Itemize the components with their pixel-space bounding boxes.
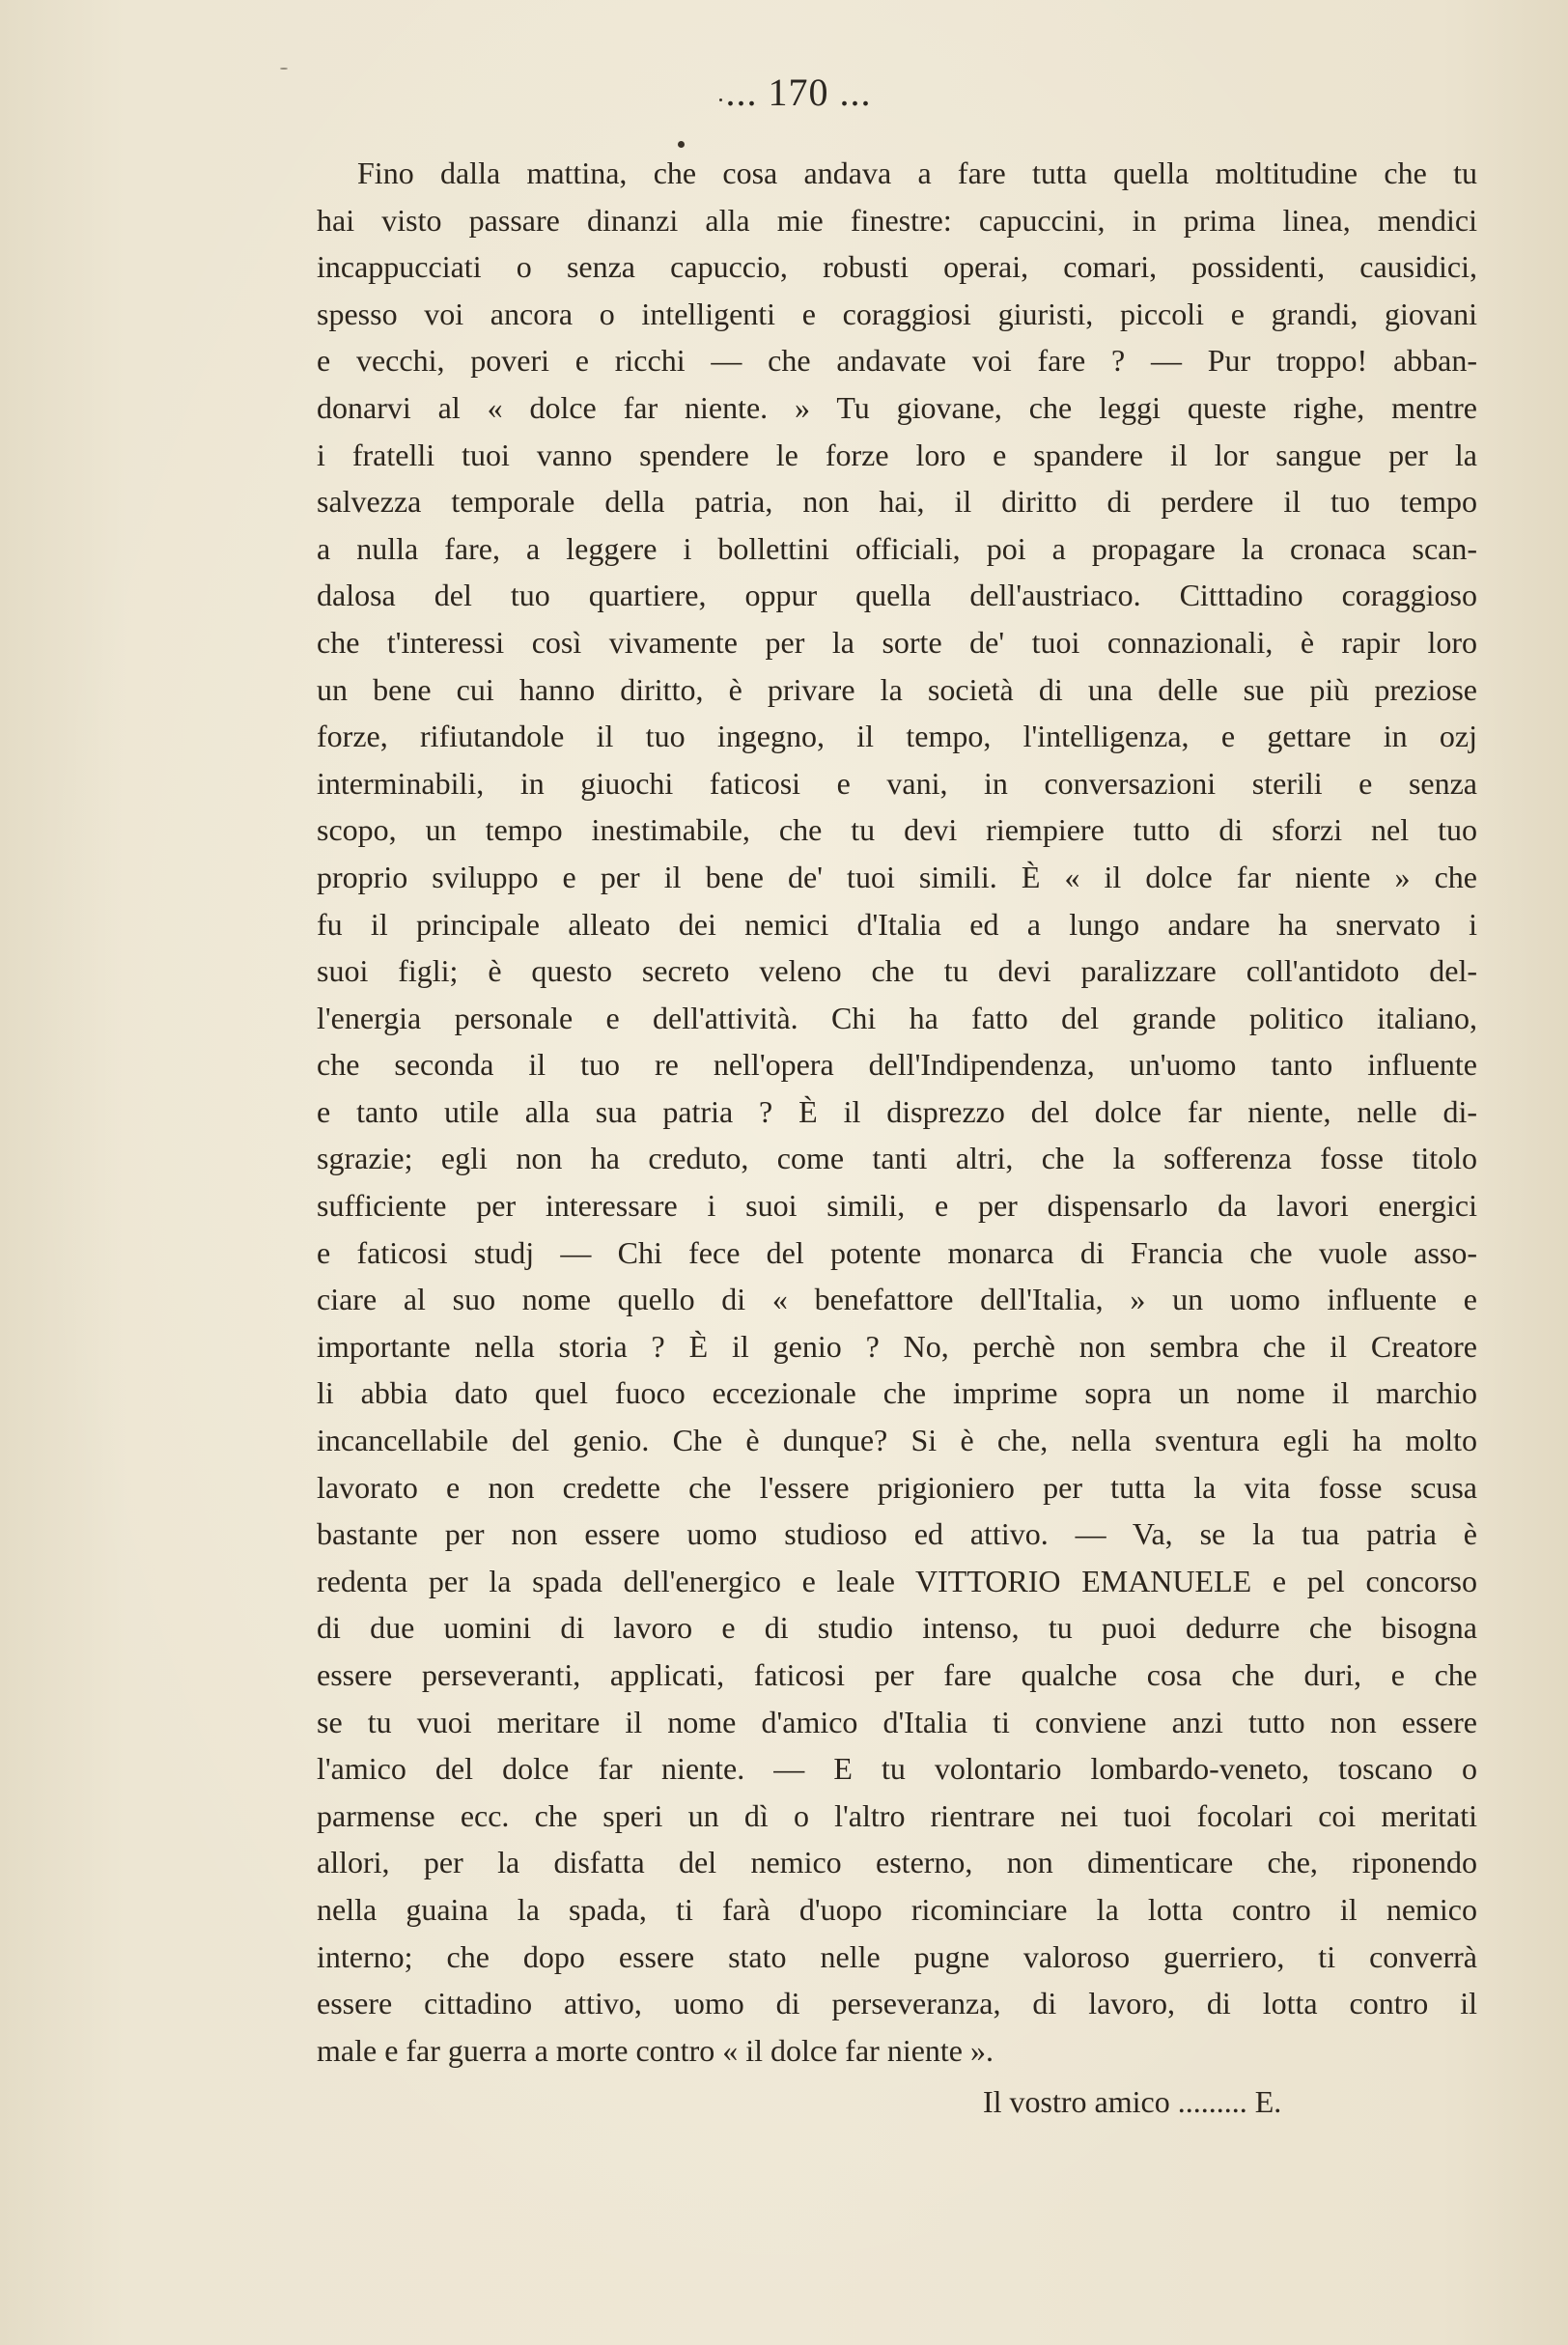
text-line: salvezza temporale della patria, non hai, il diritto di perdere il tuo tempo <box>317 484 1477 520</box>
text-line: parmense ecc. che speri un dì o l'altro rientrare nei tuoi focolari coi meritati <box>317 1797 1477 1833</box>
text-line: spesso voi ancora o intelligenti e coraggiosi giuristi, piccoli e grandi, giovani <box>317 296 1477 331</box>
text-line: essere perseveranti, applicati, faticosi per fare qualche cosa che duri, e che <box>317 1657 1477 1692</box>
text-line: i fratelli tuoi vanno spendere le forze loro e spandere il lor sangue per la <box>317 437 1477 472</box>
text-line: a nulla fare, a leggere i bollettini officiali, poi a propagare la cronaca scan- <box>317 530 1477 566</box>
text-line: proprio sviluppo e per il bene de' tuoi simili. È « il dolce far niente » che <box>317 859 1477 894</box>
text-line: hai visto passare dinanzi alla mie finestre: capuccini, in prima linea, mendici <box>317 202 1477 238</box>
text-line: e tanto utile alla sua patria ? È il disprezzo del dolce far niente, nelle di- <box>317 1093 1477 1129</box>
text-line: di due uomini di lavoro e di studio intenso, tu puoi dedurre che bisogna <box>317 1610 1477 1646</box>
text-line: un bene cui hanno diritto, è privare la società di una delle sue più preziose <box>317 671 1477 707</box>
text-line: sgrazie; egli non ha creduto, come tanti altri, che la sofferenza fosse titolo <box>317 1141 1477 1176</box>
text-line: l'amico del dolce far niente. — E tu volontario lombardo-veneto, toscano o <box>317 1751 1477 1787</box>
text-line: allori, per la disfatta del nemico esterno, non dimenticare che, riponendo <box>317 1845 1477 1880</box>
signature-line: Il vostro amico ......... E. <box>983 2084 1282 2119</box>
text-line: l'energia personale e dell'attività. Chi ha fatto del grande politico italiano, <box>317 1000 1477 1035</box>
text-line: interno; che dopo essere stato nelle pugne valoroso guerriero, ti converrà <box>317 1938 1477 1974</box>
text-line: importante nella storia ? È il genio ? No, perchè non sembra che il Creatore <box>317 1328 1477 1364</box>
text-line: ciare al suo nome quello di « benefattore dell'Italia, » un uomo influente e <box>317 1282 1477 1317</box>
text-line: lavorato e non credette che l'essere prigioniero per tutta la vita fosse scusa <box>317 1469 1477 1505</box>
text-line: sufficiente per interessare i suoi simili, e per dispensarlo da lavori energici <box>317 1188 1477 1224</box>
text-line: interminabili, in giuochi faticosi e vani, in conversazioni sterili e senza <box>317 765 1477 801</box>
ink-speck <box>280 68 288 70</box>
ink-speck <box>719 99 722 101</box>
text-line: nella guaina la spada, ti farà d'uopo ricominciare la lotta contro il nemico <box>317 1891 1477 1927</box>
ink-speck <box>678 141 685 148</box>
text-line: e faticosi studj — Chi fece del potente monarca di Francia che vuole asso- <box>317 1234 1477 1270</box>
text-line: fu il principale alleato dei nemici d'Italia ed a lungo andare ha snervato i <box>317 906 1477 942</box>
text-line: li abbia dato quel fuoco eccezionale che imprime sopra un nome il marchio <box>317 1375 1477 1411</box>
text-line: forze, rifiutandole il tuo ingegno, il tempo, l'intelligenza, e gettare in ozj <box>317 719 1477 754</box>
text-line: dalosa del tuo quartiere, oppur quella dell'austriaco. Citttadino coraggioso <box>317 578 1477 613</box>
text-line: suoi figli; è questo secreto veleno che tu devi paralizzare coll'antidoto del- <box>317 953 1477 989</box>
text-line: donarvi al « dolce far niente. » Tu giovane, che leggi queste righe, mentre <box>317 389 1477 425</box>
text-line: scopo, un tempo inestimabile, che tu devi riempiere tutto di sforzi nel tuo <box>317 812 1477 848</box>
text-line: male e far guerra a morte contro « il dolce far niente ». <box>317 2032 994 2068</box>
body-text <box>317 150 1477 2074</box>
text-line: redenta per la spada dell'energico e leale VITTORIO EMANUELE e pel concorso <box>317 1563 1477 1598</box>
text-line: che t'interessi così vivamente per la sorte de' tuoi connazionali, è rapir loro <box>317 624 1477 660</box>
text-line: incancellabile del genio. Che è dunque? Si è che, nella sventura egli ha molto <box>317 1423 1477 1458</box>
text-line: essere cittadino attivo, uomo di perseveranza, di lavoro, di lotta contro il <box>317 1986 1477 2021</box>
text-line: se tu vuoi meritare il nome d'amico d'Italia ti conviene anzi tutto non essere <box>317 1704 1477 1739</box>
text-line: bastante per non essere uomo studioso ed attivo. — Va, se la tua patria è <box>317 1516 1477 1552</box>
text-line: che seconda il tuo re nell'opera dell'Indipendenza, un'uomo tanto influente <box>317 1047 1477 1083</box>
text-line: Fino dalla mattina, che cosa andava a fare tutta quella moltitudine che tu <box>357 155 1477 190</box>
text-line: e vecchi, poveri e ricchi — che andavate voi fare ? — Pur troppo! abban- <box>317 343 1477 379</box>
text-line: incappucciati o senza capuccio, robusti operai, comari, possidenti, causidici, <box>317 249 1477 285</box>
page-number: ... 170 ... <box>725 71 872 114</box>
